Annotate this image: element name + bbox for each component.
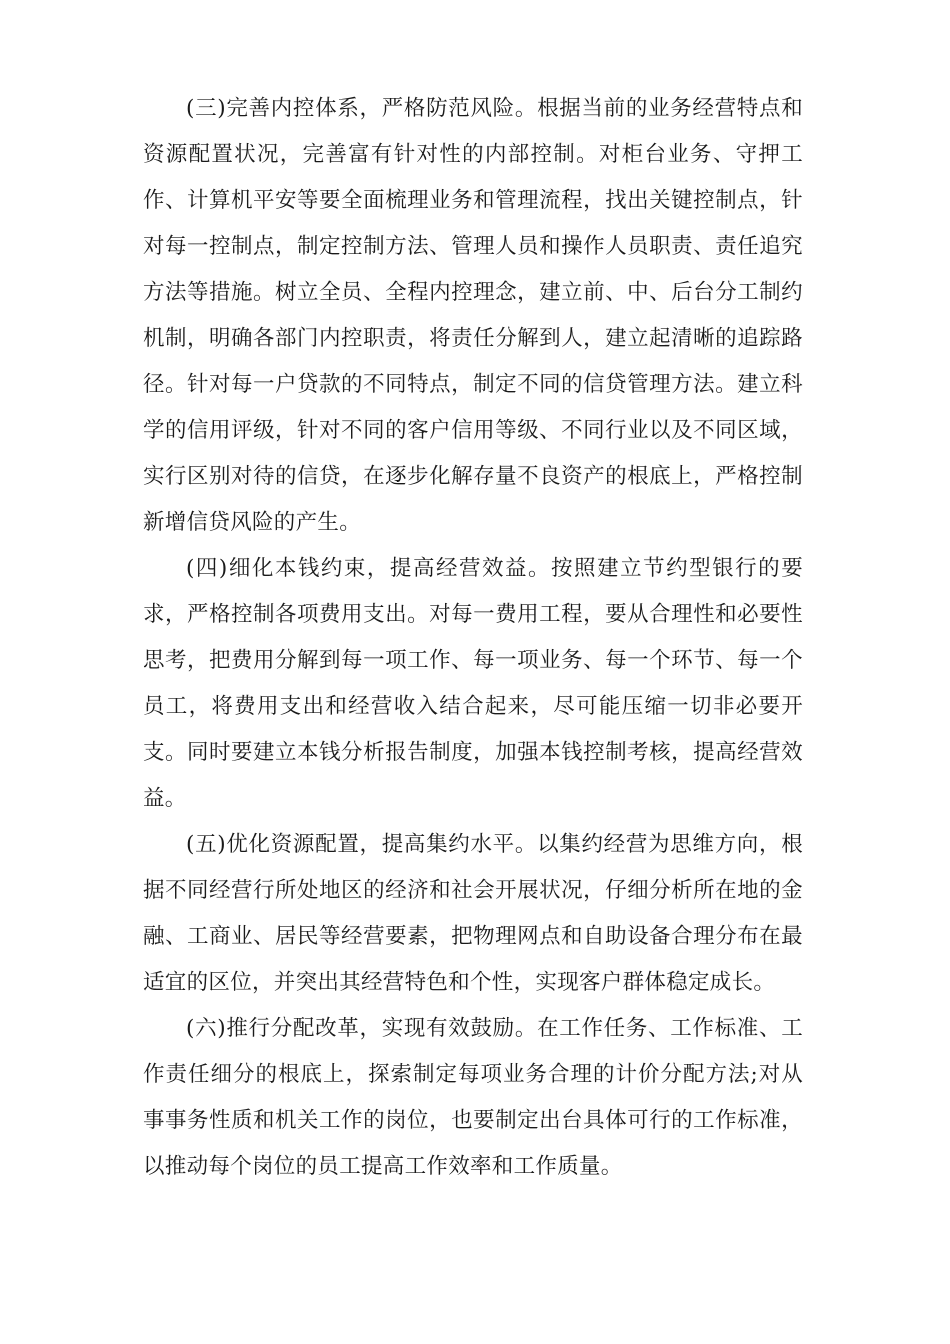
paragraph-cost-constraint: (四)细化本钱约束，提高经营效益。按照建立节约型银行的要求，严格控制各项费用支出。对每一费用工程，要从合理性和必要性思考，把费用分解到每一项工作、每一项业务、每一个环节、每一个员工，将费用支出和经营收入结合起来，尽可能压缩一切非必要开支。同时要建立本钱分析报告制度，加强本钱控制考核，提高经营效益。 bbox=[143, 556, 803, 811]
document-body bbox=[143, 86, 803, 1190]
paragraph-distribution-reform: (六)推行分配改革，实现有效鼓励。在工作任务、工作标准、工作责任细分的根底上，探索制定每项业务合理的计价分配方法;对从事事务性质和机关工作的岗位，也要制定出台具体可行的工作标准，以推动每个岗位的员工提高工作效率和工作质量。 bbox=[143, 1016, 803, 1179]
paragraph-internal-control: (三)完善内控体系，严格防范风险。根据当前的业务经营特点和资源配置状况，完善富有针对性的内部控制。对柜台业务、守押工作、计算机平安等要全面梳理业务和管理流程，找出关键控制点，针对每一控制点，制定控制方法、管理人员和操作人员职责、责任追究方法等措施。树立全员、全程内控理念，建立前、中、后台分工制约机制，明确各部门内控职责，将责任分解到人，建立起清晰的追踪路径。针对每一户贷款的不同特点，制定不同的信贷管理方法。建立科学的信用评级，针对不同的客户信用等级、不同行业以及不同区域，实行区别对待的信贷，在逐步化解存量不良资产的根底上，严格控制新增信贷风险的产生。 bbox=[143, 96, 803, 535]
paragraph-resource-allocation: (五)优化资源配置，提高集约水平。以集约经营为思维方向，根据不同经营行所处地区的经济和社会开展状况，仔细分析所在地的金融、工商业、居民等经营要素，把物理网点和自助设备合理分布在最适宜的区位，并突出其经营特色和个性，实现客户群体稳定成长。 bbox=[143, 832, 803, 995]
